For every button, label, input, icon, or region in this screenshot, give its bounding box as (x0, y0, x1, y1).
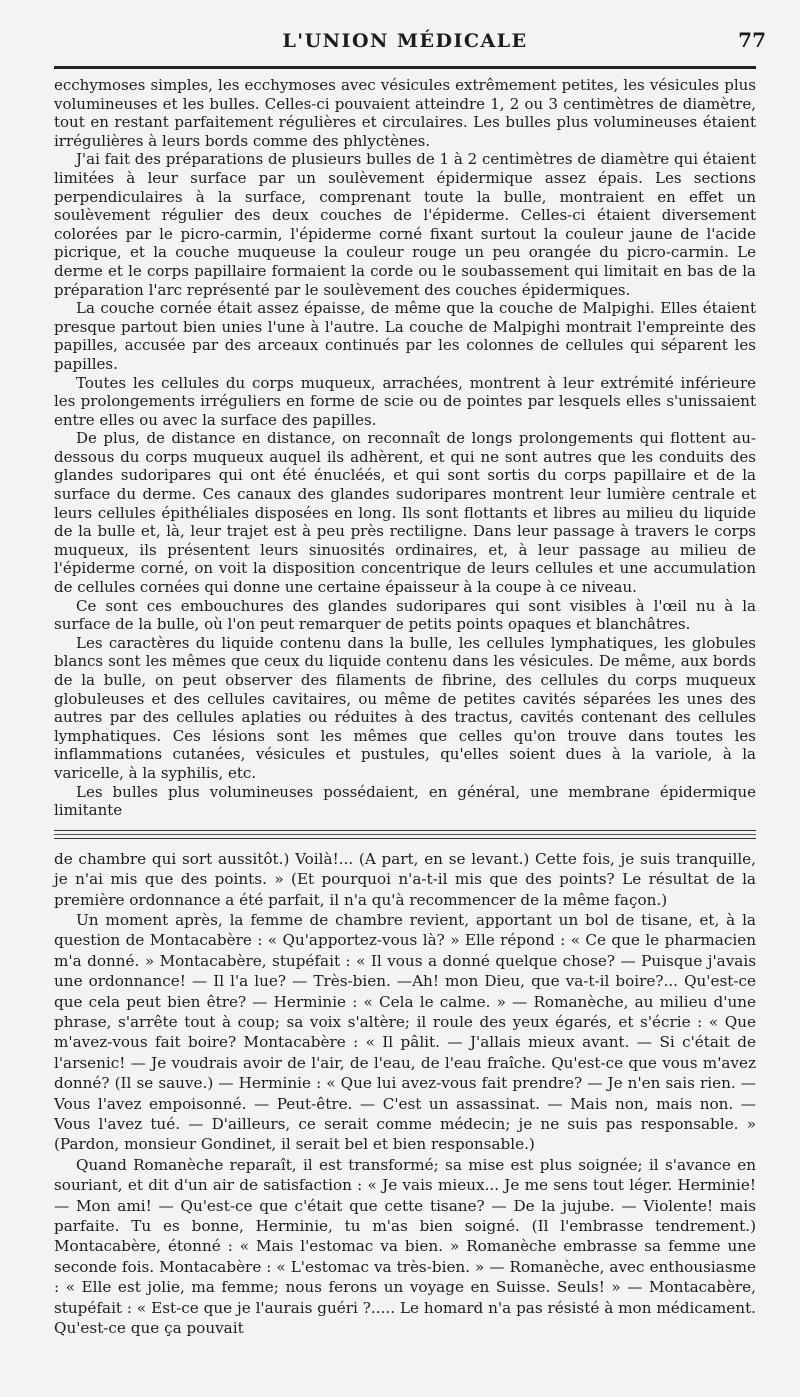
divider-line (54, 838, 756, 839)
feuilleton-paragraph: de chambre qui sort aussitôt.) Voilà!... (A part, en se levant.) Cette fois, je suis tranquille, je n'ai mis que des points. » (Et pourquoi n'a-t-il mis que des points? Le résultat de la première ordonnance a été parfait, il n'a qu'à recommencer de la même façon.) (54, 849, 756, 909)
feuilleton-paragraph: Quand Romanèche reparaît, il est transformé; sa mise est plus soignée; il s'avance en souriant, et dit d'un air de satisfaction : « Je vais mieux... Je me sens tout léger. Herminie! — Mon ami! — Qu'est-ce que c'était que cette tisane? — De la jujube. — Violente! mais parfaite. Tu es bonne, Herminie, tu m'as bien soigné. (Il l'embrasse tendrement.) Montacabère, étonné : « Mais l'estomac va bien. » Romanèche embrasse sa femme une seconde fois. Montacabère : « L'estomac va très-bien. » — Romanèche, avec enthousiasme : « Elle est jolie, ma femme; nous ferons un voyage en Suisse. Seuls! » — Montacabère, stupéfait : « Est-ce que je l'aurais guéri ?..... Le homard n'a pas résisté à mon médicament. Qu'est-ce que ça pouvait (54, 1155, 756, 1338)
feuilleton-paragraph: Un moment après, la femme de chambre revient, apportant un bol de tisane, et, à la question de Montacabère : « Qu'apportez-vous là? » Elle répond : « Ce que le pharmacien m'a donné. » Montacabère, stupéfait : « Il vous a donné quelque chose? — Puisque j'avais une ordonnance! — Il l'a lue? — Très-bien. —Ah! mon Dieu, que va-t-il boire?... Qu'est-ce que cela peut bien être? — Herminie : « Cela le calme. » — Romanèche, au milieu d'une phrase, s'arrête tout à coup; sa voix s'altère; il roule des yeux égarés, et s'écrie : « Que m'avez-vous fait boire? Montacabère : « Il pâlit. — J'allais mieux avant. — Si c'était de l'arsenic! — Je voudrais avoir de l'air, de l'eau, de l'eau fraîche. Qu'est-ce que vous m'avez donné? (Il se sauve.) — Herminie : « Que lui avez-vous fait prendre? — Je n'en sais rien. — Vous l'avez empoisonné. — Peut-être. — C'est un assassinat. — Mais non, mais non. — Vous l'avez tué. — D'ailleurs, ce serait comme médecin; je ne suis pas responsable. » (Pardon, monsieur Gondinet, il serait bel et bien responsable.) (54, 910, 756, 1154)
article-text (54, 64, 756, 820)
page-header (54, 0, 766, 64)
article-paragraph: J'ai fait des préparations de plusieurs bulles de 1 à 2 centimètres de diamètre qui étaient limitées à leur surface par un soulèvement épidermique assez épais. Les sections perpendiculaires à la surface, comprenant toute la bulle, montraient en effet un soulèvement régulier des deux couches de l'épiderme. Celles-ci étaient diversement colorées par le picro-carmin, l'épiderme corné fixant surtout la couleur jaune de l'acide picrique, et la couche muqueuse la couleur rouge un peu orangée du picro-carmin. Le derme et le corps papillaire formaient la corde ou le soubassement qui limitait en bas de la préparation l'arc représenté par le soulèvement des couches épidermiques. (54, 150, 756, 299)
feuilleton-text (54, 849, 756, 1339)
article-paragraph: La couche cornée était assez épaisse, de même que la couche de Malpighi. Elles étaient presque partout bien unies l'une à l'autre. La couche de Malpighi montrait l'empreinte des papilles, accusée par des arceaux continués par les colonnes de cellules qui séparent les papilles. (54, 299, 756, 373)
page-number: 77 (738, 28, 766, 52)
feuilleton-divider (54, 830, 756, 839)
divider-line (54, 830, 756, 831)
header-rule (54, 66, 756, 69)
divider-line (54, 834, 756, 835)
article-paragraph: De plus, de distance en distance, on reconnaît de longs prolongements qui flottent au-dessous du corps muqueux auquel ils adhèrent, et qui ne sont autres que les conduits des glandes sudoripares qui ont été énucléés, et qui sont sortis du corps papillaire et de la surface du derme. Ces canaux des glandes sudoripares montrent leur lumière centrale et leurs cellules épithéliales disposées en long. Ils sont flottants et libres au milieu du liquide de la bulle et, là, leur trajet est à peu près rectiligne. Dans leur passage à travers le corps muqueux, ils présentent leurs sinuosités ordinaires, et, à leur passage au milieu de l'épiderme corné, on voit la disposition concentrique de leurs cellules et une accumulation de cellules cornées qui donne une certaine épaisseur à la coupe à ce niveau. (54, 429, 756, 597)
article-paragraph: Les caractères du liquide contenu dans la bulle, les cellules lymphatiques, les globules blancs sont les mêmes que ceux du liquide contenu dans les vésicules. De même, aux bords de la bulle, on peut observer des filaments de fibrine, des cellules du corps muqueux globuleuses et des cellules cavitaires, ou même de petites cavités séparées les unes des autres par des cellules aplaties ou réduites à des tractus, cavités contenant des cellules lymphatiques. Ces lésions sont les mêmes que celles qu'on trouve dans toutes les inflammations cutanées, vésicules et pustules, qu'elles soient dues à la variole, à la varicelle, à la syphilis, etc. (54, 633, 756, 782)
article-paragraph: Ce sont ces embouchures des glandes sudoripares qui sont visibles à l'œil nu à la surface de la bulle, où l'on peut remarquer de petits points opaques et blanchâtres. (54, 596, 756, 634)
article-paragraph: Les bulles plus volumineuses possédaient, en général, une membrane épidermique limitante (54, 782, 756, 820)
article-paragraph: ecchymoses simples, les ecchymoses avec vésicules extrêmement petites, les vésicules plus volumineuses et les bulles. Celles-ci pouvaient atteindre 1, 2 ou 3 centimètres de diamètre, tout en restant parfaitement régulières et circulaires. Les bulles plus volumineuses étaient irrégulières à leurs bords comme des phlyctènes. (54, 76, 756, 150)
article-paragraph: Toutes les cellules du corps muqueux, arrachées, montrent à leur extrémité inférieure les prolongements irréguliers en forme de scie ou de pointes par lesquels elles s'unissaient entre elles ou avec la surface des papilles. (54, 373, 756, 429)
running-title: L'UNION MÉDICALE (282, 30, 528, 52)
